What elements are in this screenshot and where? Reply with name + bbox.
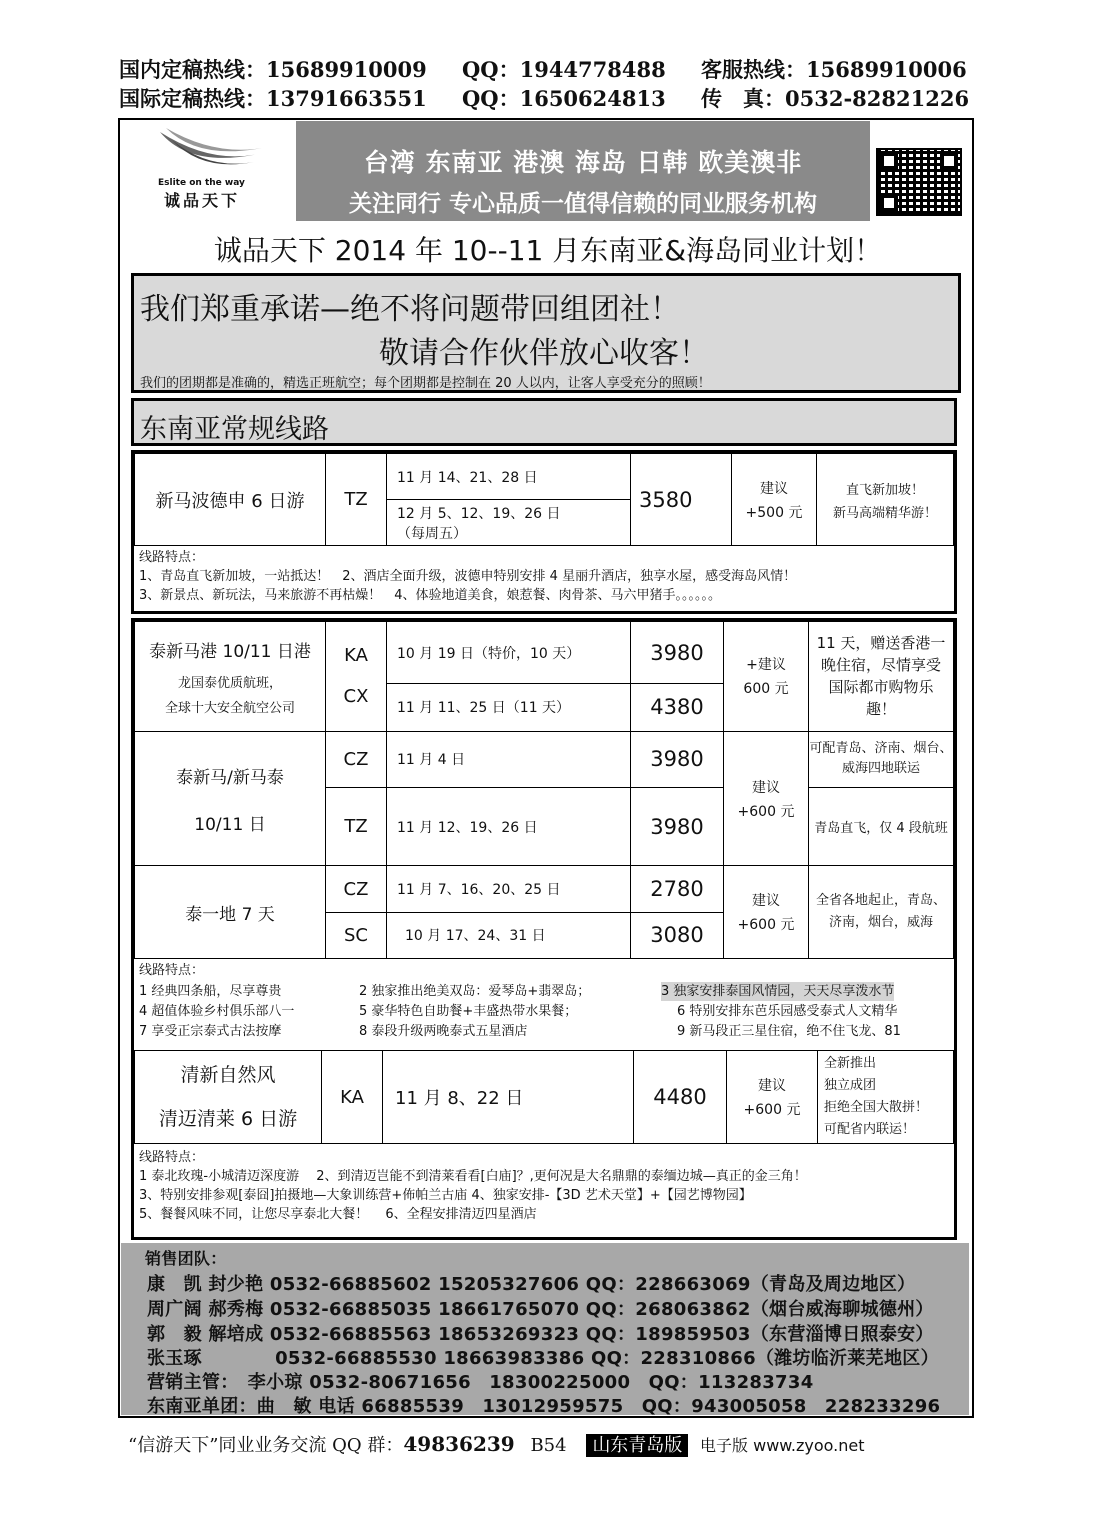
route-1-feat-title: 线路特点： [139,550,205,565]
route-1-name: 新马波德申 6 日游 [135,454,326,546]
route-4-airline-2: SC [326,912,387,958]
domestic-label: 国内定稿热线： [119,57,266,82]
logo-wings-icon [150,124,280,174]
sales-row-1: 康 凯 封少艳 0532-66885602 15205327606 QQ：228663069（青岛及周边地区） [147,1274,916,1295]
route-2-airline [326,622,387,732]
route-2-note-4: 趣！ [865,700,896,719]
route-1-suggest [732,454,817,546]
route-3-price-1: 3980 [631,731,724,787]
route-4-note-2: 济南，烟台，威海 [828,915,933,931]
route-5-suggest [727,1051,818,1144]
banner [296,121,870,221]
service-label: 客服热线： [701,57,806,82]
promise-line-2: 敬请合作伙伴放心收客！ [379,336,709,371]
route-5-feat-title: 线路特点： [139,1150,205,1165]
route-4-name: 泰一地 7 天 [135,866,326,959]
route-1-block [131,450,957,614]
route-1-note [817,454,954,546]
route-4-suggest [724,866,809,959]
route-4-date-2: 10 月 17、24、31 日 [387,912,631,958]
route-5-note-3: 拒绝全国大散拼！ [824,1100,929,1115]
route-4-date-1: 11 月 7、16、20、25 日 [387,866,631,912]
route-3-date-1: 11 月 4 日 [387,731,631,787]
sales-row-4: 张玉琢 0532-66885530 18663983386 QQ：228310866（潍坊临沂莱芜地区） [147,1348,939,1369]
route-5-name-b: 清迈清莱 6 日游 [158,1108,298,1130]
promise-block [131,273,961,393]
route-5-note [818,1051,954,1144]
route-1-date-2b: （每周五） [397,525,467,542]
intl-label: 国际定稿热线： [119,86,266,111]
route-3-note-1a: 可配青岛、济南、烟台、 [809,741,953,757]
route-1-date-2 [387,500,631,546]
route-1-table [134,453,954,546]
banner-line-2: 关注同行 专心品质一值得信赖的同业服务机构 [348,191,817,217]
sales-row-3: 郭 毅 解培成 0532-66885563 18653269323 QQ：189859503（东营淄博日照泰安） [147,1324,934,1345]
route-4-feat-4: 4 超值体验乡村俱乐部八一 [139,1004,295,1019]
footer [128,1431,865,1457]
route-2-date-1: 10 月 19 日（特价，10 天） [387,622,631,684]
route-4-feat-9: 9 新马段正三星住宿，绝不住飞龙、81 [677,1024,901,1039]
domestic-phone: 15689910009 [266,57,427,82]
qq-line-1 [462,54,666,84]
route-5-note-4: 可配省内联运！ [824,1122,916,1137]
route-1-note-2: 新马高端精华游！ [832,505,937,521]
route-4-airline-1: CZ [326,866,387,912]
footer-website[interactable]: 电子版 www.zyoo.net [700,1436,865,1455]
route-3-name-b: 10/11 日 [194,814,266,835]
route-2-date-2: 11 月 11、25 日（11 天） [387,684,631,731]
route-2-suggest-label: +建议 [746,657,786,674]
sales-row-2: 周广阔 郝秀梅 0532-66885035 18661765070 QQ：268063862（烟台威海聊城德州） [147,1299,934,1320]
route-5-features [139,1148,807,1224]
sales-team [121,1243,969,1415]
route-2-note-2: 晚住宿，尽情享受 [820,656,941,675]
route-3-note-1b: 威海四地联运 [841,761,920,777]
route-2-suggest [724,622,809,732]
route-3-suggest [724,731,809,866]
route-1-suggest-amount: +500 元 [745,504,803,521]
route-2-note-1: 11 天，赠送香港一 [816,634,946,653]
route-4-feat-8: 8 泰段升级两晚泰式五星酒店 [359,1024,528,1039]
qq1-number: 1944778488 [519,57,666,82]
route-3-note-2: 青岛直飞，仅 4 段航班 [809,787,954,865]
route-1-date-2a: 12 月 5、12、19、26 日 [397,505,561,522]
route-4-features [139,961,954,1053]
route-5-name-a: 清新自然风 [180,1064,276,1086]
route-4-suggest-amount: +600 元 [737,917,795,934]
promise-note: 我们的团期都是准确的，精选正班航空；每个团期都是控制在 20 人以内，让客人享受充分的照顾！ [140,376,711,391]
route-5-note-2: 独立成团 [824,1078,877,1093]
section-header [131,398,957,446]
route-2-airline-b: CX [343,686,369,708]
logo [150,124,280,210]
qq2-number: 1650624813 [519,86,666,111]
route-2-airline-a: KA [344,645,368,667]
qq1-label: QQ： [462,57,520,82]
route-5-note-1: 全新推出 [824,1056,877,1071]
footer-page: B54 [530,1435,567,1456]
logo-slogan: Eslite on the way [158,178,245,188]
route-2-price-1: 3980 [631,622,724,684]
service-hotline [701,54,967,84]
route-1-airline: TZ [326,454,387,546]
route-4-feat-title: 线路特点： [139,963,205,978]
fax-line [701,83,969,113]
route-3-airline-2: TZ [326,787,387,865]
page-title: 诚品天下 2014 年 10--11 月东南亚&海岛同业计划！ [213,234,883,267]
route-3-airline-1: CZ [326,731,387,787]
route-2-suggest-amount: 600 元 [743,681,789,698]
route-1-feat-1: 1、青岛直飞新加坡，一站抵达！ 2、酒店全面升级，波德申特别安排 4 星丽升酒店，独享水屋，感受海岛风情！ [139,569,797,584]
route-2-name-c: 全球十大安全航空公司 [164,700,295,716]
route-4-price-2: 3080 [631,912,724,958]
route-4-note [809,866,954,959]
route-5-suggest-label: 建议 [758,1078,786,1094]
section-title: 东南亚常规线路 [140,414,329,445]
route-1-price: 3580 [631,454,732,546]
route-4-feat-1: 1 经典四条船，尽享尊贵 [139,984,282,999]
routes-table [134,621,954,959]
route-3-price-2: 3980 [631,787,724,865]
qq2-label: QQ： [462,86,520,111]
service-phone: 15689910006 [806,57,967,82]
route-5-airline: KA [322,1051,383,1144]
route-1-features [139,548,796,605]
logo-name: 诚品天下 [164,191,241,210]
intl-hotline [119,83,427,113]
route-1-suggest-label: 建议 [760,480,788,497]
route-2-price-2: 4380 [631,684,724,731]
route-5-price: 4480 [634,1051,727,1144]
route-5-feat-1: 1 泰北玫瑰-小城清迈深度游 2、到清迈岂能不到清莱看看[白庙]？,更何况是大名鼎鼎的泰缅边城—真正的金三角！ [139,1169,807,1184]
route-5-feat-2: 3、特别安排参观[泰囧]拍摄地—大象训练营+佈帕兰古庙 4、独家安排-【3D 艺术天堂】+【园艺博物园】 [139,1188,752,1203]
route-3-name-a: 泰新马/新马泰 [176,767,284,788]
route-2-name-b: 龙国泰优质航班， [177,675,282,691]
routes-block [131,618,957,1240]
sales-row-6: 东南亚单团：曲 敏 电话 66885539 13012959575 QQ：943005058 228233296 [147,1396,941,1417]
route-5-table [134,1050,954,1144]
route-4-feat-2: 2 独家推出绝美双岛：爱琴岛+翡翠岛； [359,984,591,999]
footer-text: “信游天下”同业业务交流 QQ 群： [128,1435,404,1456]
fax-label: 传 真： [701,86,785,111]
intl-phone: 13791663551 [266,86,427,111]
domestic-hotline [119,54,427,84]
route-4-feat-3: 3 独家安排泰国风情园，天天尽享泼水节 [661,984,895,999]
route-5-feat-3: 5、餐餐风味不同，让您尽享泰北大餐！ 6、全程安排清迈四星酒店 [139,1207,537,1222]
promise-line-1: 我们郑重承诺—绝不将问题带回组团社！ [140,292,680,327]
route-4-price-1: 2780 [631,866,724,912]
qr-code-icon [876,148,962,216]
route-4-feat-5: 5 豪华特色自助餐+丰盛热带水果餐； [359,1004,578,1019]
sales-row-5: 营销主管： 李小琼 0532-80671656 18300225000 QQ：113283734 [147,1372,814,1393]
footer-edition: 山东青岛版 [586,1434,688,1457]
route-4-feat-6: 6 特别安排东芭乐园感受泰式人文精华 [677,1004,898,1019]
route-3-date-2: 11 月 12、19、26 日 [387,787,631,865]
route-5-date: 11 月 8、22 日 [383,1051,634,1144]
route-1-feat-2: 3、新景点、新玩法，马来旅游不再枯燥！ 4、体验地道美食，娘惹餐、肉骨茶、马六甲猪手。。。。。。 [139,588,722,603]
route-3-suggest-amount: +600 元 [737,803,795,820]
route-4-note-1: 全省各地起止，青岛、 [815,893,946,909]
route-5-name [135,1051,322,1144]
route-2-name-a: 泰新马港 10/11 日港 [149,641,311,662]
qq-line-2 [462,83,666,113]
route-3-suggest-label: 建议 [752,779,780,796]
route-1-note-1: 直飞新加坡！ [845,482,924,498]
route-5-suggest-amount: +600 元 [743,1102,801,1118]
route-3-note-1 [809,731,954,787]
footer-qq: 49836239 [403,1432,515,1456]
route-3-name [135,731,326,866]
route-2-note-3: 国际都市购物乐 [828,678,934,697]
fax-number: 0532-82821226 [785,86,970,111]
route-4-suggest-label: 建议 [752,893,780,910]
route-2-note [809,622,954,732]
banner-line-1: 台湾 东南亚 港澳 海岛 日韩 欧美澳非 [363,148,803,177]
route-4-feat-7: 7 享受正宗泰式古法按摩 [139,1024,282,1039]
route-1-date-1: 11 月 14、21、28 日 [387,454,631,500]
sales-title: 销售团队： [145,1249,227,1268]
route-2-name [135,622,326,732]
